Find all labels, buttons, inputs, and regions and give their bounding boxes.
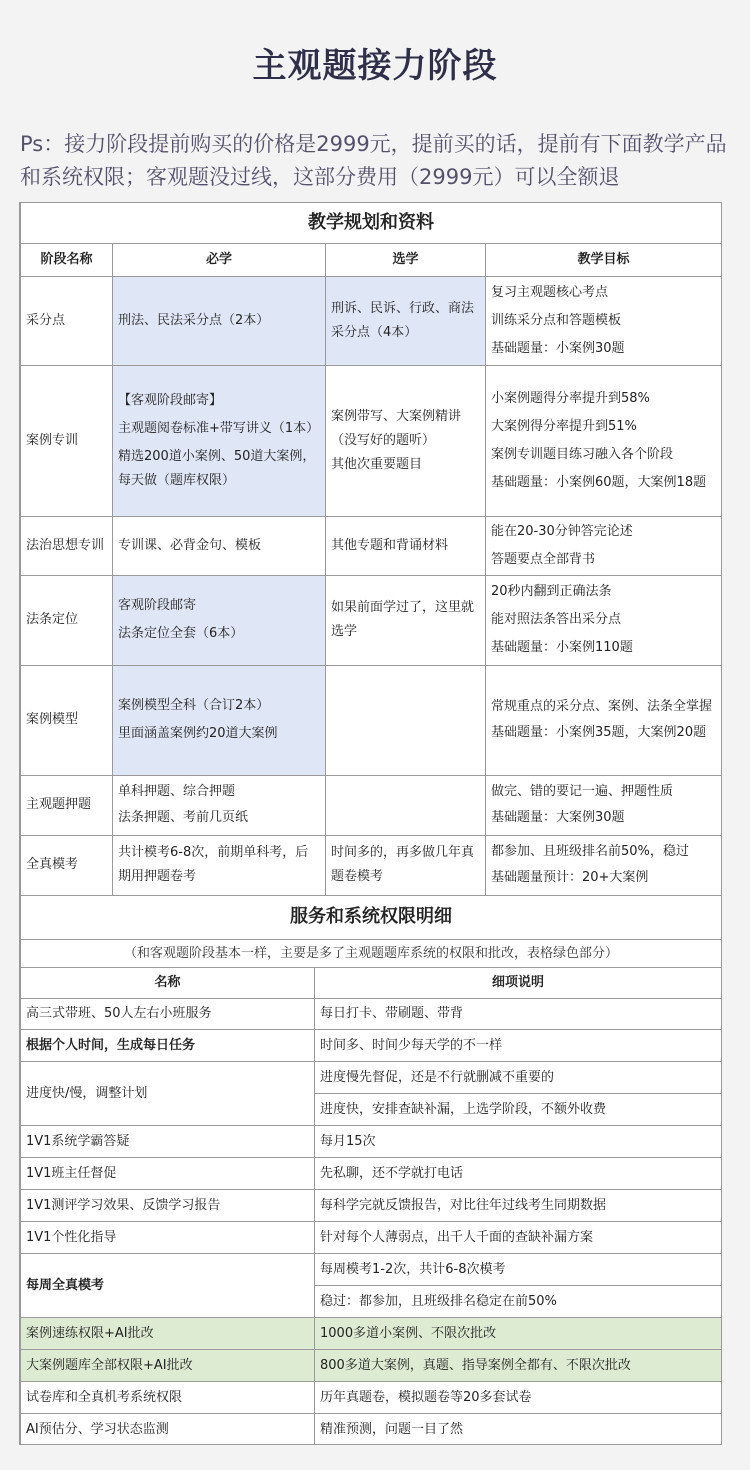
- optional-line: 案例带写、大案例精讲（没写好的题听）: [331, 408, 462, 448]
- service-row: [21, 1158, 722, 1190]
- required-cell: [113, 365, 326, 516]
- optional-line: 时间多的，再多做几年真题卷模考: [331, 845, 475, 884]
- service-row: [21, 1190, 722, 1222]
- required-line: 刑法、民法采分点（2本）: [118, 312, 270, 328]
- service-name: 试卷库和全真机考系统权限: [21, 1382, 315, 1414]
- stage-cell: 主观题押题: [21, 775, 113, 835]
- ps-note: Ps：接力阶段提前购买的价格是2999元，提前买的话，提前有下面教学产品和系统权限；客观题没过线，这部分费用（2999元）可以全额退: [20, 132, 727, 189]
- required-cell: [113, 835, 326, 895]
- goal-line: 基础题量：小案例35题，大案例20题: [491, 725, 707, 740]
- optional-cell: [326, 575, 486, 665]
- optional-cell: [326, 665, 486, 775]
- plan-col-stage: 阶段名称: [21, 243, 113, 276]
- optional-cell: [326, 835, 486, 895]
- service-detail: 稳过：都参加，且班级排名稳定在前50%: [315, 1286, 722, 1318]
- optional-line: 其他次重要题目: [331, 456, 423, 472]
- goal-line: 能在20-30分钟答完论述: [491, 523, 633, 539]
- goals-cell: [486, 516, 722, 575]
- required-cell: [113, 575, 326, 665]
- service-detail: 先私聊，还不学就打电话: [315, 1158, 722, 1190]
- required-line: 案例模型全科（合订2本）: [118, 698, 270, 713]
- service-detail: 1000多道小案例、不限次批改: [315, 1318, 722, 1350]
- service-row: [21, 1126, 722, 1158]
- goal-line: 小案例题得分率提升到58%: [491, 390, 650, 406]
- plan-row: [21, 665, 722, 775]
- service-detail: 每日打卡、带刷题、带背: [315, 999, 722, 1030]
- service-name: 根据个人时间，生成每日任务: [21, 1030, 315, 1062]
- service-name: 案例速练权限+AI批改: [21, 1318, 315, 1350]
- goal-line: 常规重点的采分点、案例、法条全掌握: [491, 699, 713, 714]
- optional-line: 如果前面学过了，这里就选学: [331, 600, 475, 639]
- service-detail: 进度快，安排查缺补漏，上选学阶段，不额外收费: [315, 1094, 722, 1126]
- info-sheet: [19, 202, 722, 1445]
- plan-heading: 教学规划和资料: [21, 203, 722, 243]
- required-line: 客观阶段邮寄: [118, 598, 197, 613]
- plan-col-required: 必学: [113, 243, 326, 276]
- required-line: 主观题阅卷标准+带写讲义（1本）: [118, 420, 320, 436]
- service-name: 1V1测评学习效果、反馈学习报告: [21, 1190, 315, 1222]
- service-heading: 服务和系统权限明细: [21, 896, 722, 940]
- goals-cell: [486, 835, 722, 895]
- goals-cell: [486, 575, 722, 665]
- plan-col-goals: 教学目标: [486, 243, 722, 276]
- required-line: 法条定位全套（6本）: [118, 626, 244, 641]
- plan-table: [20, 203, 722, 896]
- optional-line: 其他专题和背诵材料: [331, 537, 449, 553]
- plan-row: [21, 835, 722, 895]
- service-row: [21, 1414, 722, 1446]
- plan-row: [21, 276, 722, 365]
- service-row: [21, 1030, 722, 1062]
- plan-row: [21, 516, 722, 575]
- service-name: 1V1系统学霸答疑: [21, 1126, 315, 1158]
- service-name: 每周全真模考: [21, 1254, 315, 1318]
- goal-line: 大案例得分率提升到51%: [491, 418, 637, 434]
- goal-line: 都参加、且班级排名前50%，稳过: [491, 844, 689, 859]
- required-cell: [113, 775, 326, 835]
- goal-line: 做完、错的要记一遍、押题性质: [491, 784, 674, 799]
- service-detail: 时间多、时间少每天学的不一样: [315, 1030, 722, 1062]
- service-detail: 进度慢先督促，还是不行就删减不重要的: [315, 1062, 722, 1094]
- goal-line: 案例专训题目练习融入各个阶段: [491, 446, 674, 462]
- service-name: 1V1个性化指导: [21, 1222, 315, 1254]
- service-col-details: 细项说明: [315, 968, 722, 999]
- service-detail: 历年真题卷，模拟题卷等20多套试卷: [315, 1382, 722, 1414]
- plan-row: [21, 775, 722, 835]
- goal-line: 基础题量：小案例60题，大案例18题: [491, 474, 707, 490]
- service-detail: 每周模考1-2次，共计6-8次模考: [315, 1254, 722, 1286]
- stage-cell: 全真模考: [21, 835, 113, 895]
- stage-cell: 采分点: [21, 276, 113, 365]
- service-detail: 每科学完就反馈报告，对比往年过线考生同期数据: [315, 1190, 722, 1222]
- service-row: [21, 1254, 722, 1286]
- service-row: [21, 1222, 722, 1254]
- required-line: 共计模考6-8次，前期单科考，后期用押题卷考: [118, 845, 309, 884]
- service-detail: 精准预测，问题一目了然: [315, 1414, 722, 1446]
- service-row-highlight: [21, 1318, 722, 1350]
- service-table: [20, 896, 722, 1446]
- service-row-highlight: [21, 1350, 722, 1382]
- goals-cell: [486, 365, 722, 516]
- optional-cell: [326, 516, 486, 575]
- goals-cell: [486, 665, 722, 775]
- goal-line: 基础题量：大案例30题: [491, 810, 625, 825]
- goal-line: 能对照法条答出采分点: [491, 612, 622, 627]
- service-detail: 针对每个人薄弱点，出千人千面的查缺补漏方案: [315, 1222, 722, 1254]
- service-name: 大案例题库全部权限+AI批改: [21, 1350, 315, 1382]
- required-line: 法条押题、考前几页纸: [118, 810, 249, 825]
- optional-line: 刑诉、民诉、行政、商法采分点（4本）: [331, 300, 475, 340]
- optional-cell: [326, 276, 486, 365]
- service-detail: 每月15次: [315, 1126, 722, 1158]
- stage-cell: 案例专训: [21, 365, 113, 516]
- stage-cell: 案例模型: [21, 665, 113, 775]
- service-row: [21, 999, 722, 1030]
- service-name: 1V1班主任督促: [21, 1158, 315, 1190]
- stage-cell: 法条定位: [21, 575, 113, 665]
- goal-line: 答题要点全部背书: [491, 551, 596, 567]
- goal-line: 基础题量预计：20+大案例: [491, 870, 649, 885]
- optional-cell: [326, 365, 486, 516]
- required-line: 专训课、必背金句、模板: [118, 537, 262, 553]
- service-row: [21, 1062, 722, 1094]
- service-row: [21, 1382, 722, 1414]
- goal-line: 训练采分点和答题模板: [491, 312, 622, 328]
- required-cell: [113, 516, 326, 575]
- required-line: 精选200道小案例、50道大案例，每天做（题库权限）: [118, 448, 316, 488]
- required-cell: [113, 276, 326, 365]
- plan-col-optional: 选学: [326, 243, 486, 276]
- goals-cell: [486, 276, 722, 365]
- required-line: 单科押题、综合押题: [118, 784, 236, 799]
- optional-cell: [326, 775, 486, 835]
- goal-line: 基础题量：小案例30题: [491, 340, 625, 356]
- service-col-name: 名称: [21, 968, 315, 999]
- goal-line: 20秒内翻到正确法条: [491, 584, 612, 599]
- required-line: 里面涵盖案例约20道大案例: [118, 726, 278, 741]
- service-detail: 800多道大案例，真题、指导案例全都有、不限次批改: [315, 1350, 722, 1382]
- service-note: （和客观题阶段基本一样，主要是多了主观题题库系统的权限和批改，表格绿色部分）: [21, 940, 722, 968]
- page-title: 主观题接力阶段: [252, 46, 498, 86]
- required-line: 【客观阶段邮寄】: [118, 392, 223, 408]
- plan-row: [21, 365, 722, 516]
- service-name: 进度快/慢，调整计划: [21, 1062, 315, 1126]
- service-name: 高三式带班、50人左右小班服务: [21, 999, 315, 1030]
- service-name: AI预估分、学习状态监测: [21, 1414, 315, 1446]
- required-cell: [113, 665, 326, 775]
- stage-cell: 法治思想专训: [21, 516, 113, 575]
- plan-row: [21, 575, 722, 665]
- goal-line: 复习主观题核心考点: [491, 284, 609, 300]
- goal-line: 基础题量：小案例110题: [491, 640, 633, 655]
- goals-cell: [486, 775, 722, 835]
